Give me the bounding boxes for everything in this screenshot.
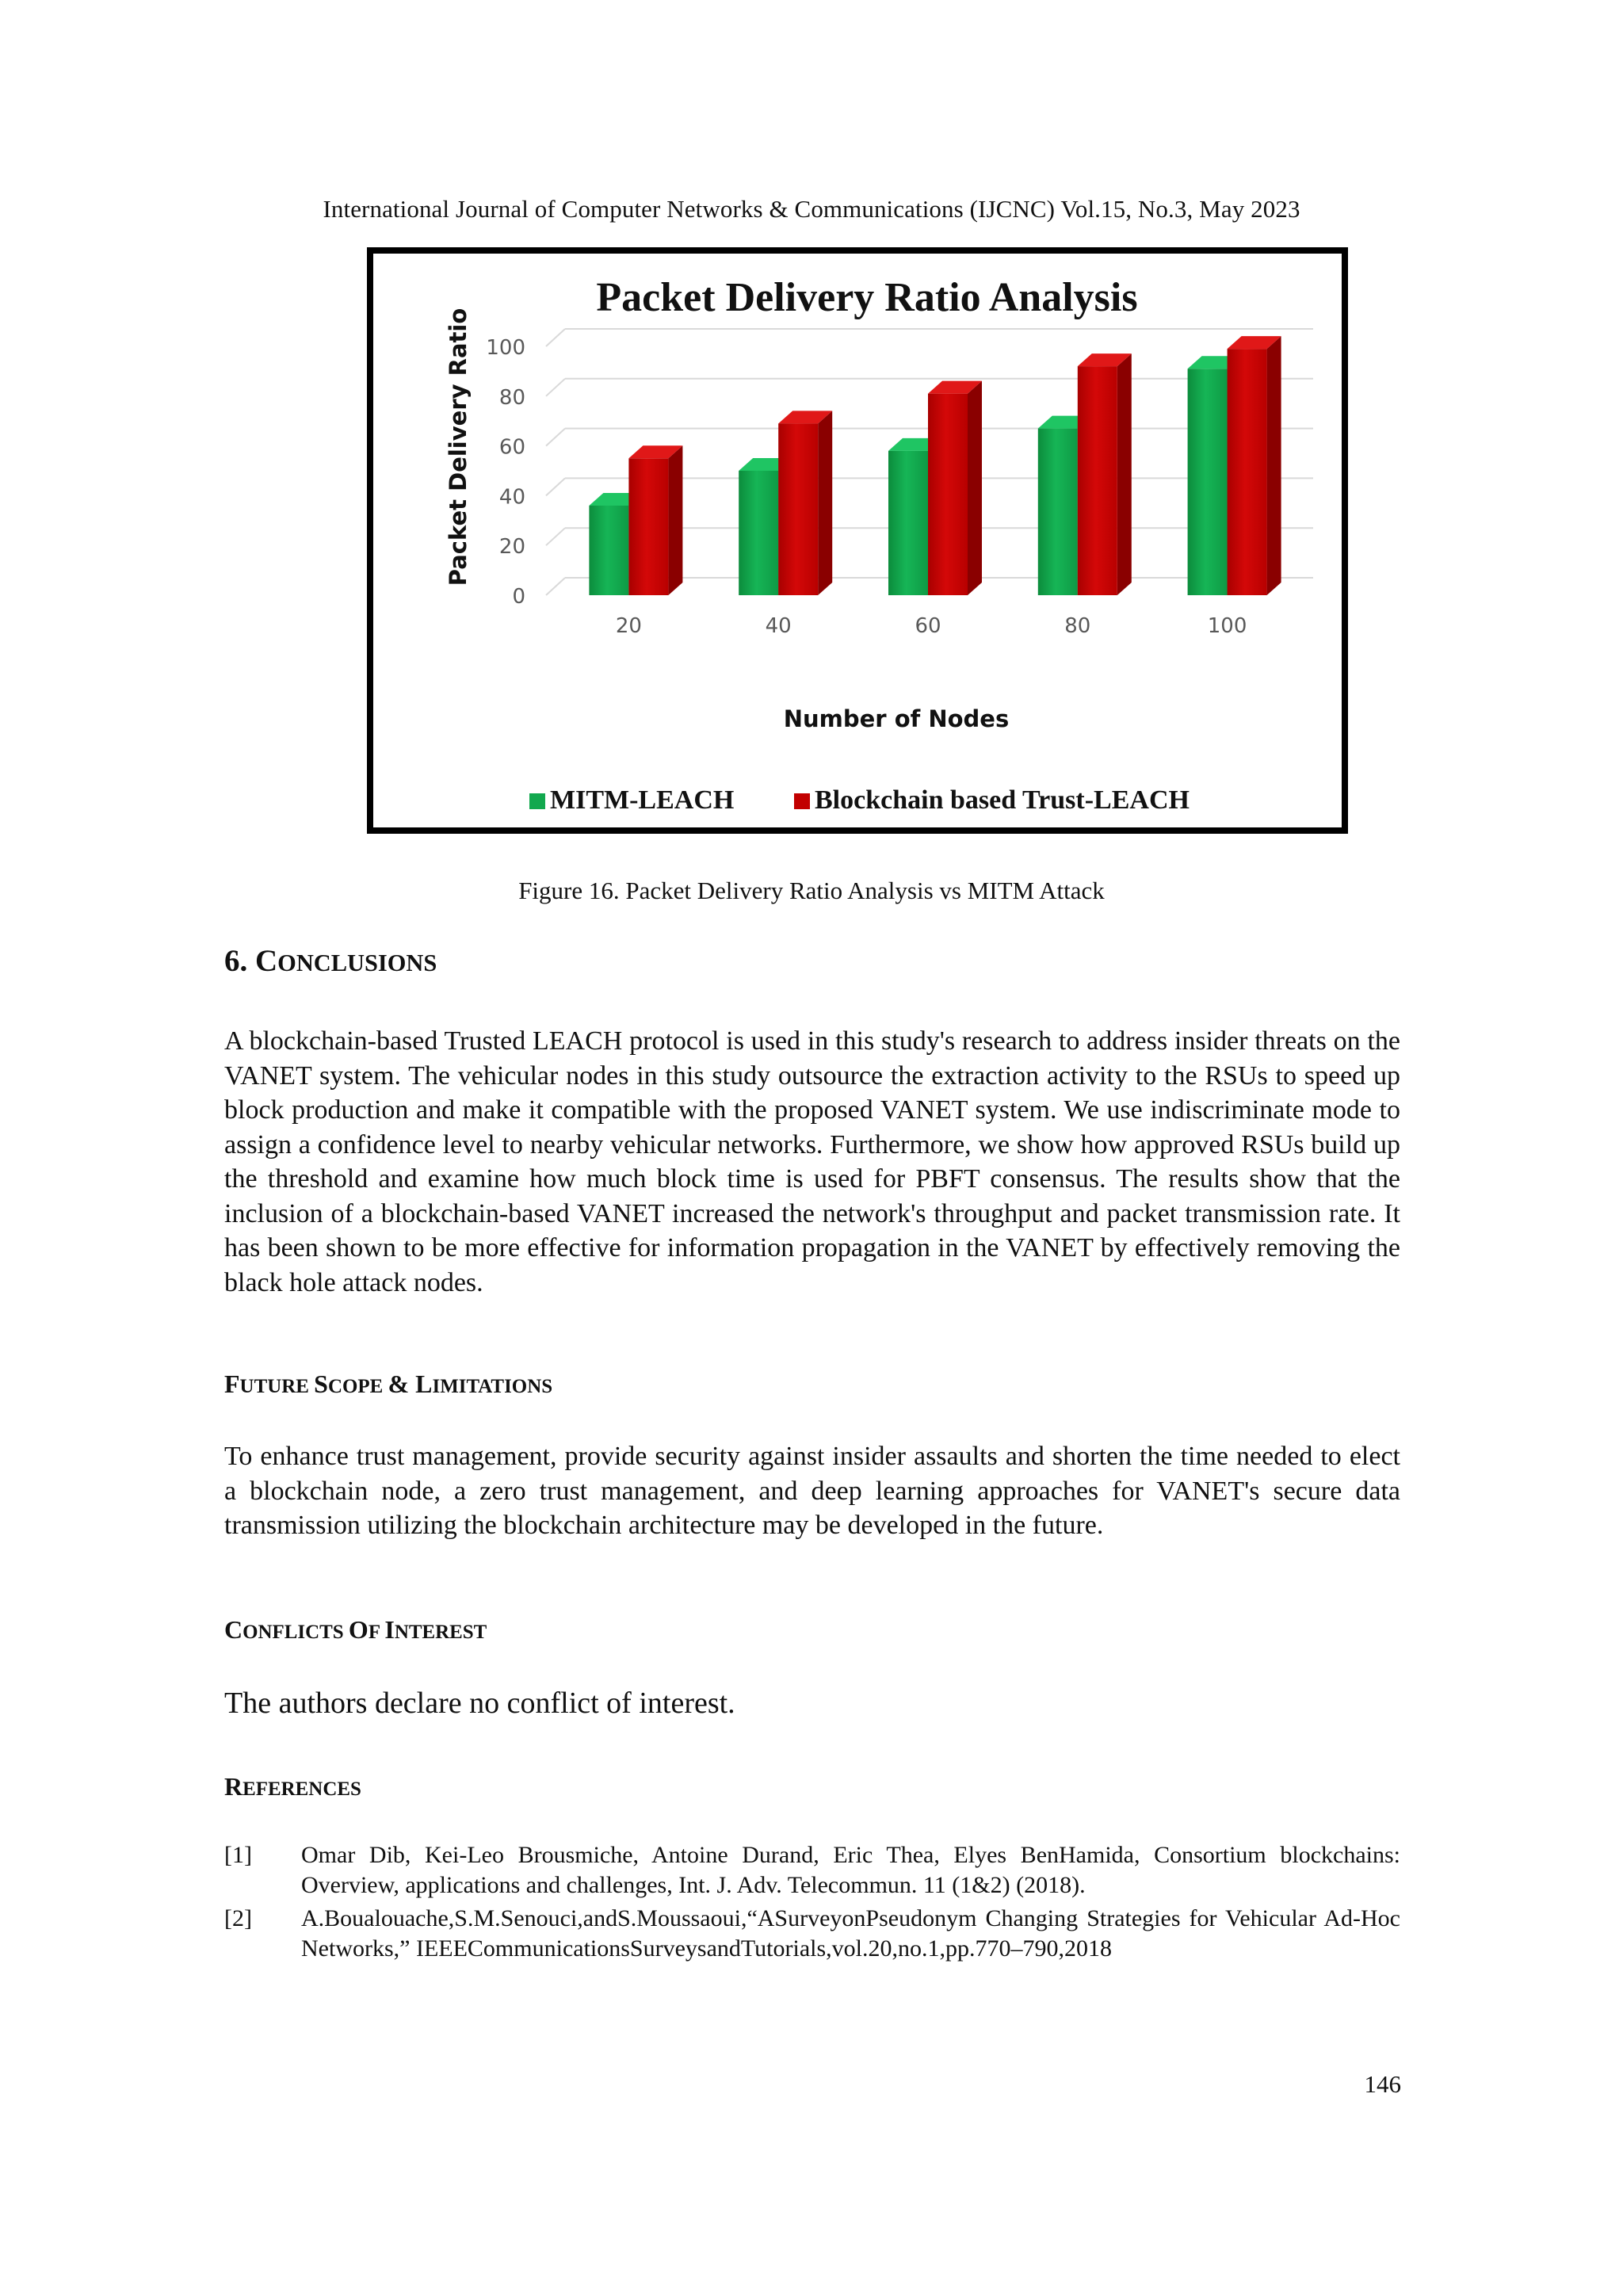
y-axis-ticks	[486, 336, 525, 609]
x-tick-label: 20	[615, 614, 642, 638]
bar-front	[928, 394, 968, 595]
heading-future-scope: FUTURE SCOPE & LIMITATIONS	[224, 1370, 553, 1398]
bar-blockchain-trust-leach	[778, 411, 832, 595]
reference-text: A.Boualouache,S.M.Senouci,andS.Moussaoui,“ASurveyonPseudonym Changing Strategies for Vehicular Ad-Hoc Networks,” IEEECommunicationsSurveysandTutorials,vol.20,no.1,pp.770–790,2018	[301, 1905, 1400, 1962]
reference-item	[224, 1904, 1400, 1999]
bar-front	[1078, 366, 1117, 595]
y-tick-label: 100	[486, 336, 525, 360]
bar-blockchain-trust-leach	[628, 445, 682, 595]
heading-conflicts-of-interest: CONFLICTS OF INTEREST	[224, 1615, 487, 1644]
y-tick-label: 60	[498, 435, 525, 460]
x-axis-label: Number of Nodes	[783, 705, 1010, 732]
bar-blockchain-trust-leach	[928, 381, 982, 595]
heading-references: REFERENCES	[224, 1772, 361, 1801]
gridline-depth	[546, 429, 565, 446]
chart-title: Packet Delivery Ratio Analysis	[596, 275, 1138, 320]
conclusions-paragraph: A blockchain-based Trusted LEACH protocol is used in this study's research to address insider threats on the VANET system. The vehicular nodes in this study outsource the extraction activity to the RSUs to speed up block production and make it compatible with the proposed VANET system. We use indiscriminate mode to assign a confidence level to nearby vehicular networks. Furthermore, we show how approved RSUs build up the threshold and examine how much block time is used for PBFT consensus. The results show that the inclusion of a blockchain-based VANET increased the network's throughput and packet transmission rate. It has been shown to be more effective for information propagation in the VANET by effectively removing the black hole attack nodes.	[224, 1026, 1400, 1297]
bar-blockchain-trust-leach	[1228, 336, 1281, 595]
bar-side	[818, 411, 832, 595]
y-tick-label: 20	[498, 535, 525, 560]
reference-text: Omar Dib, Kei-Leo Brousmiche, Antoine Durand, Eric Thea, Elyes BenHamida, Consortium blockchains: Overview, applications and challenges, Int. J. Adv. Telecommun. 11 (1&2) (2018).	[301, 1842, 1400, 1898]
x-tick-label: 40	[765, 614, 792, 638]
y-tick-label: 0	[512, 585, 525, 609]
figure-caption: Figure 16. Packet Delivery Ratio Analysis vs MITM Attack	[518, 877, 1105, 904]
x-tick-label: 100	[1207, 614, 1247, 638]
bar-front	[628, 458, 668, 595]
x-axis-ticks	[616, 614, 1247, 638]
gridline-depth	[546, 379, 565, 396]
legend-swatch-mitm	[529, 793, 545, 809]
gridline-depth	[546, 528, 565, 545]
reference-item	[224, 1840, 1400, 1904]
packet-delivery-chart	[373, 254, 1342, 827]
gridline-depth	[546, 578, 565, 595]
gridline-depth	[546, 329, 565, 346]
bar-front	[1228, 349, 1267, 595]
bars	[589, 336, 1281, 595]
future-scope-paragraph: To enhance trust management, provide security against insider assaults and shorten the time needed to elect a blockchain node, a zero trust management, and deep learning approaches for VANET's secure data transmission utilizing the blockchain architecture may be developed in the future.	[224, 1442, 1400, 1540]
legend	[529, 785, 1190, 815]
reference-number: [1]	[224, 1842, 252, 1868]
y-tick-label: 80	[498, 385, 525, 410]
bar-side	[968, 381, 982, 595]
x-tick-label: 60	[915, 614, 941, 638]
bar-side	[1117, 353, 1132, 595]
figure-16	[367, 247, 1348, 834]
bar-front	[1188, 369, 1228, 595]
legend-label-blockchain: Blockchain based Trust-LEACH	[815, 785, 1190, 815]
bar-front	[778, 423, 818, 595]
gridline-depth	[546, 478, 565, 495]
page-number: 146	[1364, 2070, 1401, 2098]
reference-number: [2]	[224, 1905, 252, 1931]
bar-side	[1267, 336, 1281, 595]
legend-swatch-blockchain	[794, 793, 810, 809]
bar-blockchain-trust-leach	[1078, 353, 1132, 595]
section-heading-conclusions: 6. CONCLUSIONS	[224, 944, 437, 978]
bar-front	[1038, 429, 1078, 595]
legend-label-mitm: MITM-LEACH	[550, 785, 735, 815]
bar-front	[888, 451, 928, 595]
bar-front	[589, 506, 628, 595]
bar-side	[668, 445, 682, 595]
y-axis-label: Packet Delivery Ratio	[445, 308, 472, 586]
bar-front	[739, 471, 778, 595]
x-tick-label: 80	[1064, 614, 1091, 638]
y-tick-label: 40	[498, 485, 525, 510]
running-header: International Journal of Computer Networks & Communications (IJCNC) Vol.15, No.3, May 2023	[323, 195, 1300, 223]
conflicts-paragraph: The authors declare no conflict of interest.	[224, 1687, 735, 1720]
